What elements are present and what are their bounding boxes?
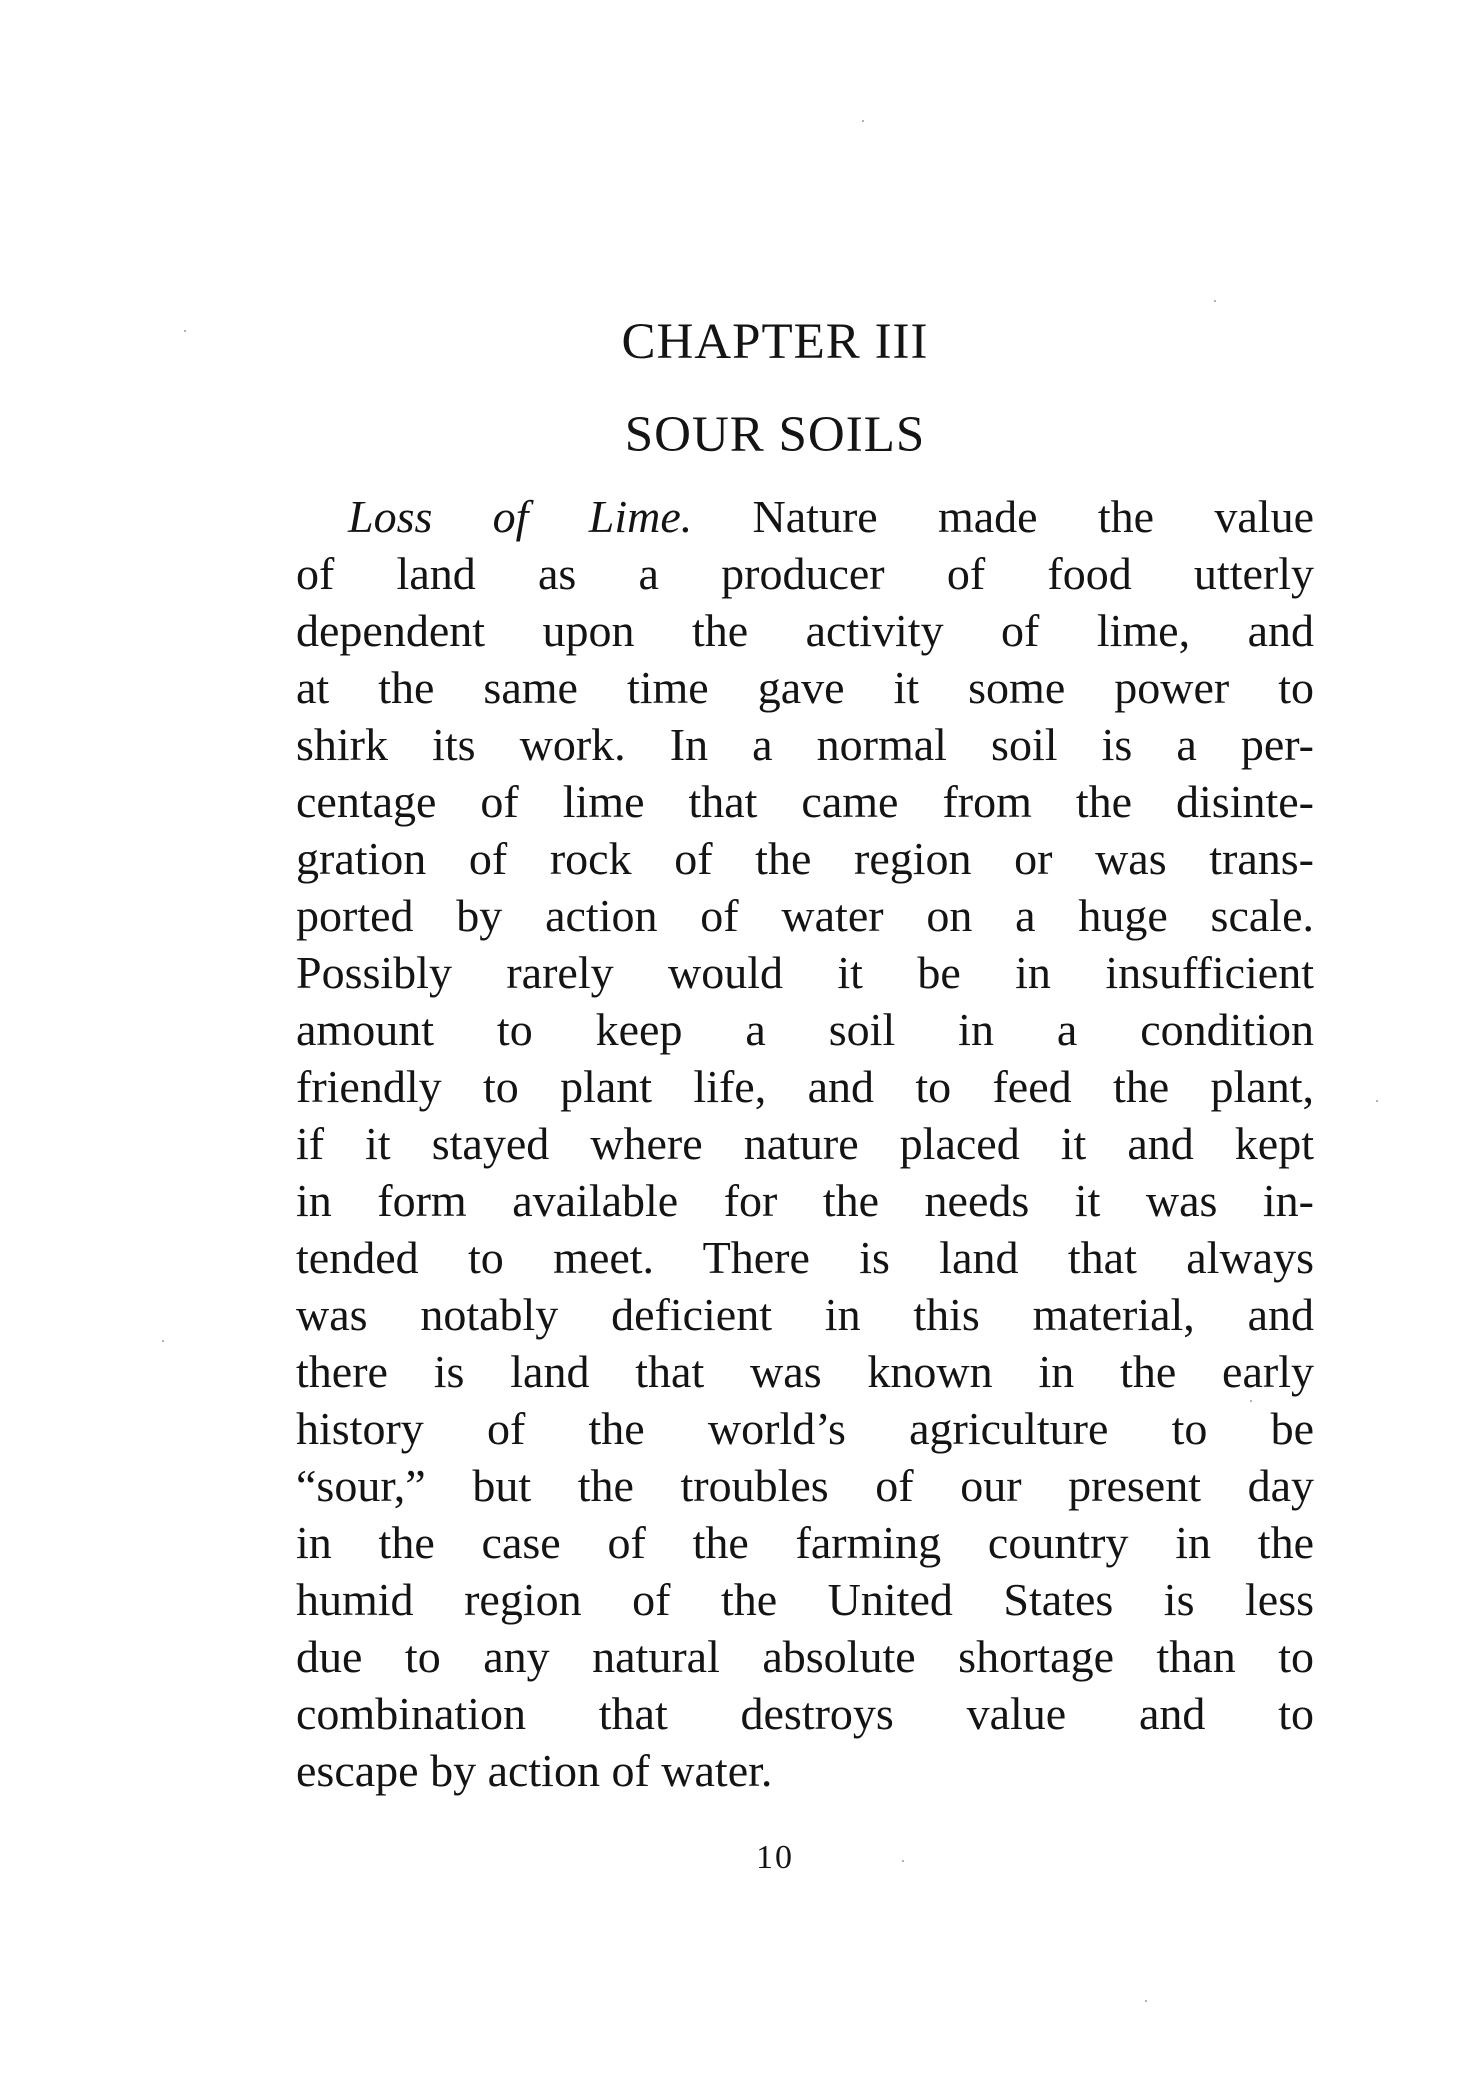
chapter-title: SOUR SOILS [624, 407, 926, 463]
paragraph-line: shirk its work. In a normal soil is a per- [296, 719, 1314, 770]
paper-speck [162, 1340, 164, 1342]
paragraph-line: ported by action of water on a huge scale. [296, 890, 1314, 941]
paragraph-line: in form available for the needs it was in- [296, 1175, 1314, 1226]
paragraph-line: there is land that was known in the early [296, 1346, 1314, 1397]
paragraph-line: escape by action of water. [296, 1745, 773, 1796]
paragraph-line: centage of lime that came from the disinte- [296, 776, 1314, 827]
paragraph-line: amount to keep a soil in a condition [296, 1004, 1314, 1055]
paper-speck [902, 1860, 904, 1862]
paragraph-line: dependent upon the activity of lime, and [296, 605, 1314, 656]
paragraph-line: in the case of the farming country in the [296, 1517, 1314, 1568]
paragraph-line: was notably deficient in this material, and [296, 1289, 1314, 1340]
paragraph-line: of land as a producer of food utterly [296, 548, 1314, 599]
paper-speck [862, 120, 864, 122]
paragraph-line: “sour,” but the troubles of our present day [296, 1460, 1314, 1511]
paper-speck [1145, 2000, 1147, 2002]
paragraph-line: history of the world’s agriculture to be [296, 1403, 1314, 1454]
chapter-number: CHAPTER III [621, 314, 929, 370]
body-paragraph [296, 488, 1314, 1799]
paragraph-line: at the same time gave it some power to [296, 662, 1314, 713]
paragraph-line: due to any natural absolute shortage than to [296, 1631, 1314, 1682]
paragraph-line [296, 488, 1314, 545]
run-in-heading: Loss of Lime. [348, 491, 693, 542]
paper-speck [184, 330, 186, 332]
paper-speck [1250, 1400, 1252, 1402]
paragraph-line: tended to meet. There is land that always [296, 1232, 1314, 1283]
paper-speck [1376, 1100, 1378, 1102]
paragraph-line: combination that destroys value and to [296, 1688, 1314, 1739]
paragraph-line: Possibly rarely would it be in insufficient [296, 947, 1314, 998]
first-line-text: Nature made the value [692, 491, 1314, 542]
paragraph-line: gration of rock of the region or was trans- [296, 833, 1314, 884]
paragraph-line: if it stayed where nature placed it and kept [296, 1118, 1314, 1169]
paragraph-line: humid region of the United States is less [296, 1574, 1314, 1625]
page-number: 10 [756, 1839, 794, 1876]
paragraph-line: friendly to plant life, and to feed the plant, [296, 1061, 1314, 1112]
paper-speck [1214, 300, 1216, 302]
